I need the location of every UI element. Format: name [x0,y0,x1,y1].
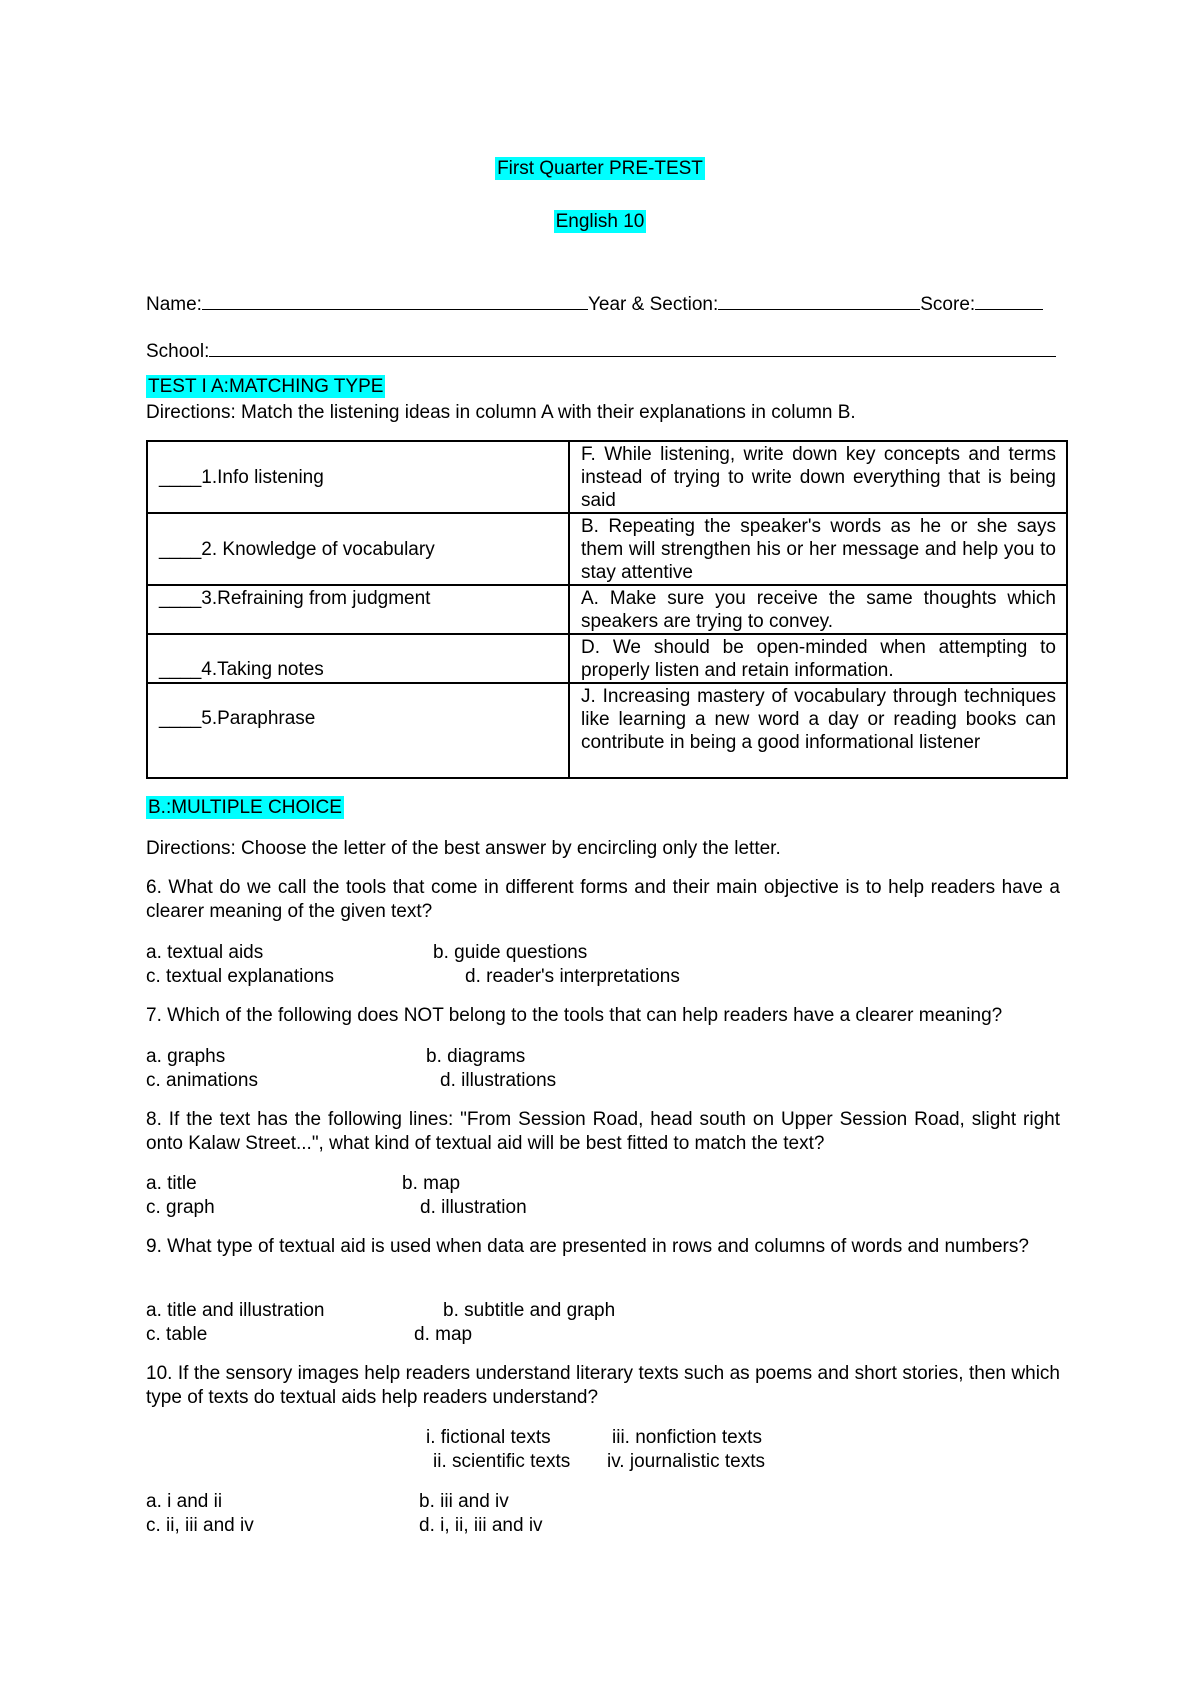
q9-choice-c[interactable]: c. table [146,1324,208,1345]
q9-choice-d[interactable]: d. map [414,1324,473,1345]
q6-choice-d[interactable]: d. reader's interpretations [465,966,680,987]
table-row [147,634,1067,683]
column-a-item-1[interactable]: ____1.Info listening [147,441,569,513]
column-a-item-5[interactable]: ____5.Paraphrase [147,683,569,778]
q9-choice-b[interactable]: b. subtitle and graph [443,1300,616,1321]
test-a-heading: TEST I A:MATCHING TYPE [148,376,384,397]
school-field[interactable] [209,337,1056,357]
question-6: 6. What do we call the tools that come in different forms and their main objective is to help readers have a clearer meaning of the given text? [146,877,1060,922]
question-10: 10. If the sensory images help readers understand literary texts such as poems and short stories, then which type of texts do textual aids help readers understand? [146,1363,1060,1408]
table-row [147,683,1067,778]
q7-choice-a[interactable]: a. graphs [146,1046,226,1067]
column-b-item-1: F. While listening, write down key concepts and terms instead of trying to write down everything that is being said [569,441,1067,513]
column-b-item-5: J. Increasing mastery of vocabulary through techniques like learning a new word a day or reading books can contribute in being a good informational listener [569,683,1067,778]
subject-title: English 10 [555,211,645,232]
q10-choice-d[interactable]: d. i, ii, iii and iv [419,1515,543,1536]
page-title: First Quarter PRE-TEST [497,158,703,179]
score-label: Score: [920,294,976,315]
q9-choice-a[interactable]: a. title and illustration [146,1300,325,1321]
q6-choice-c[interactable]: c. textual explanations [146,966,335,987]
column-a-item-4[interactable]: ____4.Taking notes [147,634,569,683]
q8-choice-b[interactable]: b. map [402,1173,461,1194]
q7-choice-b[interactable]: b. diagrams [426,1046,526,1067]
year-section-label: Year & Section: [587,294,719,315]
name-field[interactable] [202,290,588,310]
test-b-heading: B.:MULTIPLE CHOICE [148,797,342,818]
q10-roman-iv: iv. journalistic texts [607,1451,766,1472]
question-9: 9. What type of textual aid is used when data are presented in rows and columns of words and numbers? [146,1236,1029,1257]
table-row [147,585,1067,634]
school-row [146,337,1056,363]
info-row [146,290,1043,316]
column-b-item-3: A. Make sure you receive the same thoughts which speakers are trying to convey. [569,585,1067,634]
subject-wrap [0,211,1200,233]
q10-roman-i: i. fictional texts [426,1427,551,1448]
page-title-wrap [0,158,1200,180]
column-a-item-3[interactable]: ____3.Refraining from judgment [147,585,569,634]
q6-choice-a[interactable]: a. textual aids [146,942,264,963]
test-b-directions: Directions: Choose the letter of the best answer by encircling only the letter. [146,838,781,859]
table-row [147,513,1067,585]
name-label: Name: [146,294,202,315]
school-label: School: [146,341,210,362]
column-a-item-2[interactable]: ____2. Knowledge of vocabulary [147,513,569,585]
q8-choice-d[interactable]: d. illustration [420,1197,527,1218]
question-7: 7. Which of the following does NOT belong to the tools that can help readers have a clearer meaning? [146,1005,1003,1026]
q7-choice-d[interactable]: d. illustrations [440,1070,557,1091]
score-field[interactable] [975,290,1043,310]
column-b-item-4: D. We should be open-minded when attempting to properly listen and retain information. [569,634,1067,683]
q8-choice-a[interactable]: a. title [146,1173,197,1194]
q10-choice-a[interactable]: a. i and ii [146,1491,223,1512]
q10-roman-ii: ii. scientific texts [433,1451,571,1472]
year-section-field[interactable] [718,290,920,310]
column-b-item-2: B. Repeating the speaker's words as he or she says them will strengthen his or her message and help you to stay attentive [569,513,1067,585]
q10-roman-iii: iii. nonfiction texts [612,1427,762,1448]
q10-choice-b[interactable]: b. iii and iv [419,1491,509,1512]
test-a-heading-wrap [146,376,385,398]
matching-table [146,440,1068,779]
q8-choice-c[interactable]: c. graph [146,1197,215,1218]
test-b-heading-wrap [146,797,344,819]
test-a-directions: Directions: Match the listening ideas in column A with their explanations in column B. [146,402,856,423]
question-8: 8. If the text has the following lines: "From Session Road, head south on Upper Session Road, slight right onto Kalaw Street...", what kind of textual aid will be best fitted to match the text? [146,1109,1060,1154]
table-row [147,441,1067,513]
q10-choice-c[interactable]: c. ii, iii and iv [146,1515,254,1536]
q7-choice-c[interactable]: c. animations [146,1070,258,1091]
q6-choice-b[interactable]: b. guide questions [433,942,588,963]
